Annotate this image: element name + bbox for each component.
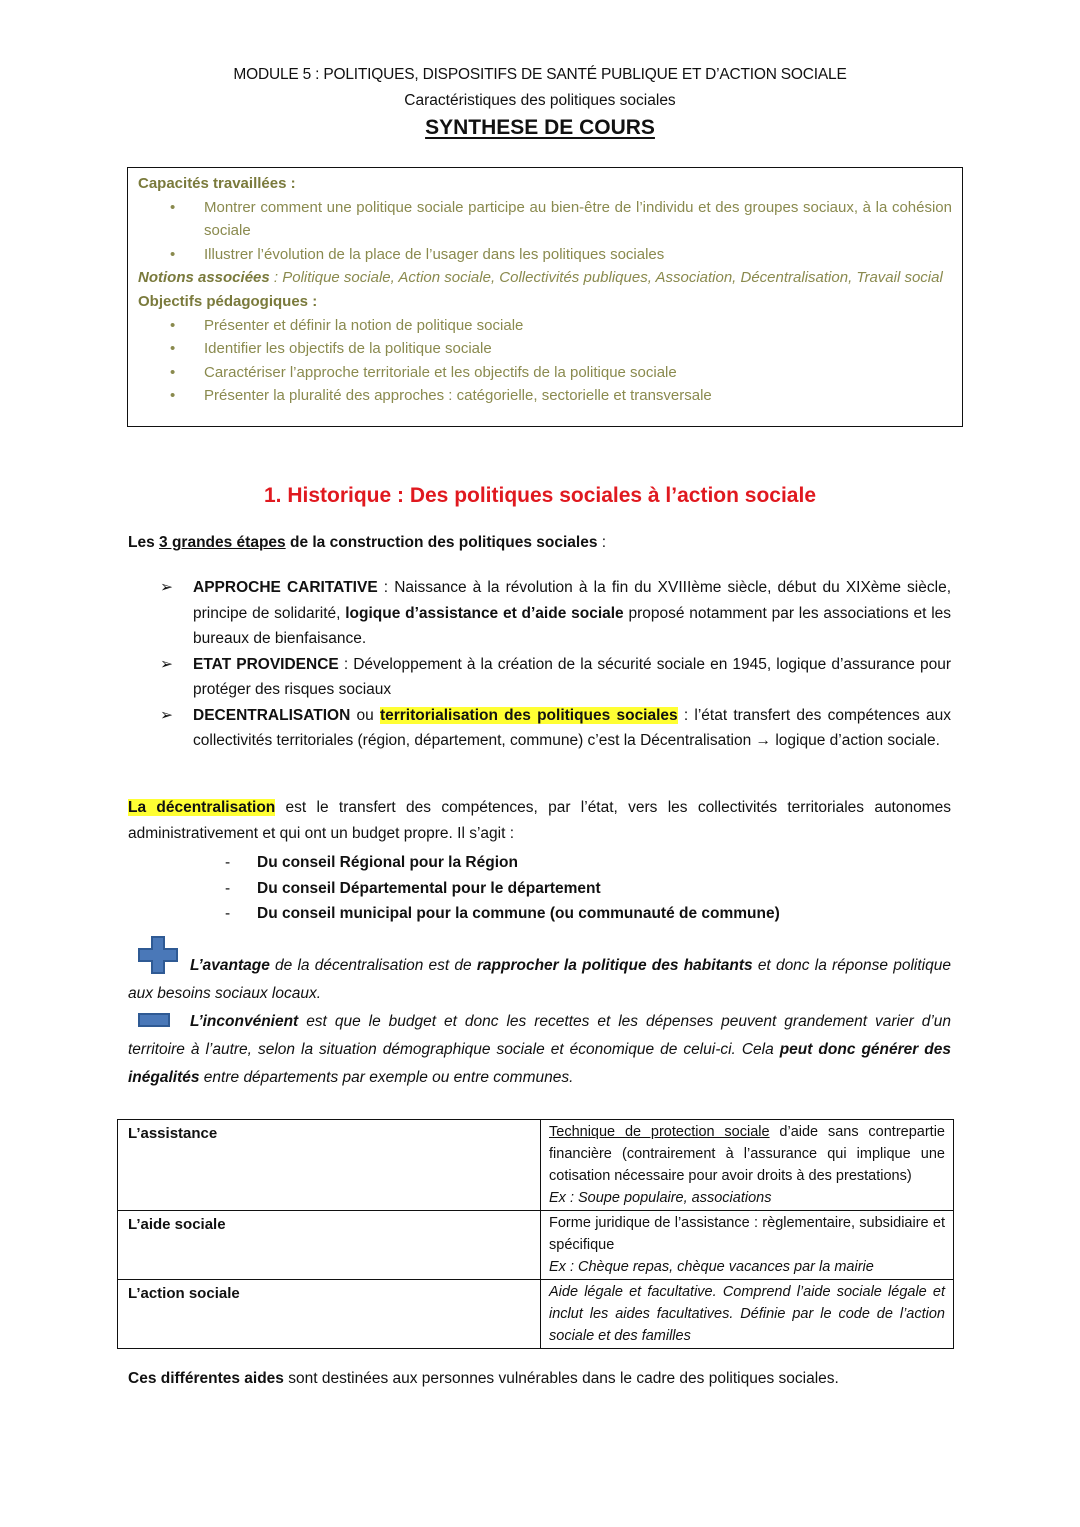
intro-end: : xyxy=(597,534,607,551)
disadvantage-text: est que le budget et donc les recettes et les dépenses peuvent grandement varier d’un territoire à l’autre, selon la situation démographique sociale et économique de celui-ci. Cela xyxy=(128,1013,951,1058)
step-item-decentralisation xyxy=(160,703,951,754)
closing-sentence xyxy=(128,1367,839,1391)
table-definition xyxy=(541,1211,954,1280)
objectif-item: • Identifier les objectifs de la politique sociale xyxy=(168,337,952,361)
step-text: : Naissance à la révolution à la fin du XVIIIème siècle, début du XIXème siècle, principe de solidarité, xyxy=(193,579,951,622)
objectif-item: • Présenter et définir la notion de politique sociale xyxy=(168,314,952,338)
decentralisation-paragraph xyxy=(128,795,951,846)
step-title: DECENTRALISATION xyxy=(193,706,351,724)
module-subtitle: Caractéristiques des politiques sociales xyxy=(404,92,676,109)
disadvantage-bold: peut donc générer des inégalités xyxy=(128,1041,952,1086)
definition-example: Ex : Chèque repas, chèque vacances par la mairie xyxy=(549,1259,874,1275)
document-title-text: SYNTHESE DE COURS xyxy=(425,116,655,139)
capacites-list xyxy=(138,196,952,267)
module-header: MODULE 5 : POLITIQUES, DISPOSITIFS DE SANTÉ PUBLIQUE ET D’ACTION SOCIALE xyxy=(233,66,847,83)
conseil-text: Du conseil Régional pour la Région xyxy=(257,854,518,871)
definition-text: d’aide sans contrepartie financière (contrairement à l’assurance qui implique une cotisation nécessaire pour avoir droits à des prestations) xyxy=(549,1124,945,1184)
table-row xyxy=(118,1120,954,1211)
objectifs-label: Objectifs pédagogiques : xyxy=(138,292,318,310)
decentralisation-highlight: La décentralisation xyxy=(128,799,276,816)
table-definition xyxy=(541,1120,954,1211)
dash-bullet: - xyxy=(225,905,231,922)
definition-text: Forme juridique de l’assistance : règlementaire, subsidiaire et spécifique xyxy=(549,1215,945,1253)
step-title: ETAT PROVIDENCE xyxy=(193,655,339,673)
conseil-item xyxy=(225,850,780,876)
table-term: L’aide sociale xyxy=(118,1211,541,1280)
conseil-item xyxy=(225,901,780,927)
step-text: : l’état transfert des compétences aux collectivités territoriales (région, département, commune) c’est la Décentralisation → logique d’action sociale. xyxy=(193,706,951,749)
notions-label: Notions associées xyxy=(138,269,270,287)
dash-bullet: - xyxy=(225,879,231,897)
objectifs-list xyxy=(138,314,952,408)
intro-paragraph xyxy=(128,530,951,556)
notions-text: : Politique sociale, Action sociale, Collectivités publiques, Association, Décentralisation, Travail social xyxy=(269,269,943,287)
capacite-item: • Montrer comment une politique sociale participe au bien-être de l’individu et des groupes sociaux, à la cohésion sociale xyxy=(168,196,952,243)
step-item-caritative xyxy=(160,575,951,652)
objectif-item: • Présenter la pluralité des approches : catégorielle, sectorielle et transversale xyxy=(168,384,952,408)
advantage-text: de la décentralisation est de xyxy=(269,957,477,974)
closing-text: sont destinées aux personnes vulnérables dans le cadre des politiques sociales. xyxy=(283,1370,839,1387)
conseil-text: Du conseil municipal pour la commune (ou communauté de commune) xyxy=(257,905,780,922)
advantage-text: et donc la réponse politique aux besoins sociaux locaux. xyxy=(128,957,951,1002)
step-title: APPROCHE CARITATIVE xyxy=(193,579,378,596)
intro-prefix: Les xyxy=(128,534,160,551)
steps-list xyxy=(160,575,951,754)
definitions-table xyxy=(117,1119,954,1349)
conseils-list xyxy=(225,850,780,927)
definition-underlined: Technique de protection sociale xyxy=(549,1124,770,1140)
arrow-bullet-icon: ➢ xyxy=(160,579,173,596)
advantage-paragraph xyxy=(128,952,951,1008)
arrow-bullet-icon: ➢ xyxy=(160,706,173,724)
step-text: proposé notamment par les associations et les bureaux de bienfaisance. xyxy=(193,604,952,647)
advantage-label: L’avantage xyxy=(190,957,270,974)
document-title xyxy=(0,116,1080,140)
objectif-item: • Caractériser l’approche territoriale et les objectifs de la politique sociale xyxy=(168,361,952,385)
step-item-etat-providence xyxy=(160,652,951,703)
step-highlight: territorialisation des politiques sociales xyxy=(379,706,678,724)
intro-suffix: de la construction des politiques sociales xyxy=(285,534,598,551)
conseil-text: Du conseil Départemental pour le département xyxy=(257,879,601,897)
intro-underlined: 3 grandes étapes xyxy=(159,534,286,551)
table-term: L’assistance xyxy=(118,1120,541,1211)
decentralisation-text: est le transfert des compétences, par l’état, vers les collectivités territoriales autonomes administrativement et qui ont un budget propre. Il s’agit : xyxy=(128,799,952,842)
disadvantage-paragraph xyxy=(128,1008,951,1092)
dash-bullet: - xyxy=(225,854,231,871)
section-heading: 1. Historique : Des politiques sociales à l’action sociale xyxy=(263,484,816,507)
table-row xyxy=(118,1211,954,1280)
table-definition xyxy=(541,1280,954,1349)
capacities-box xyxy=(127,167,963,427)
step-text: ou xyxy=(350,706,380,724)
table-row xyxy=(118,1280,954,1349)
arrow-bullet-icon: ➢ xyxy=(160,655,173,673)
capacite-item: • Illustrer l’évolution de la place de l’usager dans les politiques sociales xyxy=(168,243,952,267)
capacites-label: Capacités travaillées : xyxy=(138,175,296,192)
step-bold: logique d’assistance et d’aide sociale xyxy=(345,604,624,622)
definition-text: Aide légale et facultative. Comprend l’aide sociale légale et inclut les aides facultatives. Définie par le code de l’action sociale et des familles xyxy=(549,1284,945,1344)
advantage-bold: rapprocher la politique des habitants xyxy=(476,957,753,974)
table-term: L’action sociale xyxy=(118,1280,541,1349)
definition-example: Ex : Soupe populaire, associations xyxy=(549,1190,772,1206)
disadvantage-text: entre départements par exemple ou entre communes. xyxy=(199,1069,574,1086)
conseil-item xyxy=(225,876,780,902)
step-text: : Développement à la création de la sécurité sociale en 1945, logique d’assurance pour protéger des risques sociaux xyxy=(193,655,952,698)
notions-associees xyxy=(138,266,952,290)
closing-bold: Ces différentes aides xyxy=(128,1370,284,1387)
disadvantage-label: L’inconvénient xyxy=(190,1013,299,1030)
